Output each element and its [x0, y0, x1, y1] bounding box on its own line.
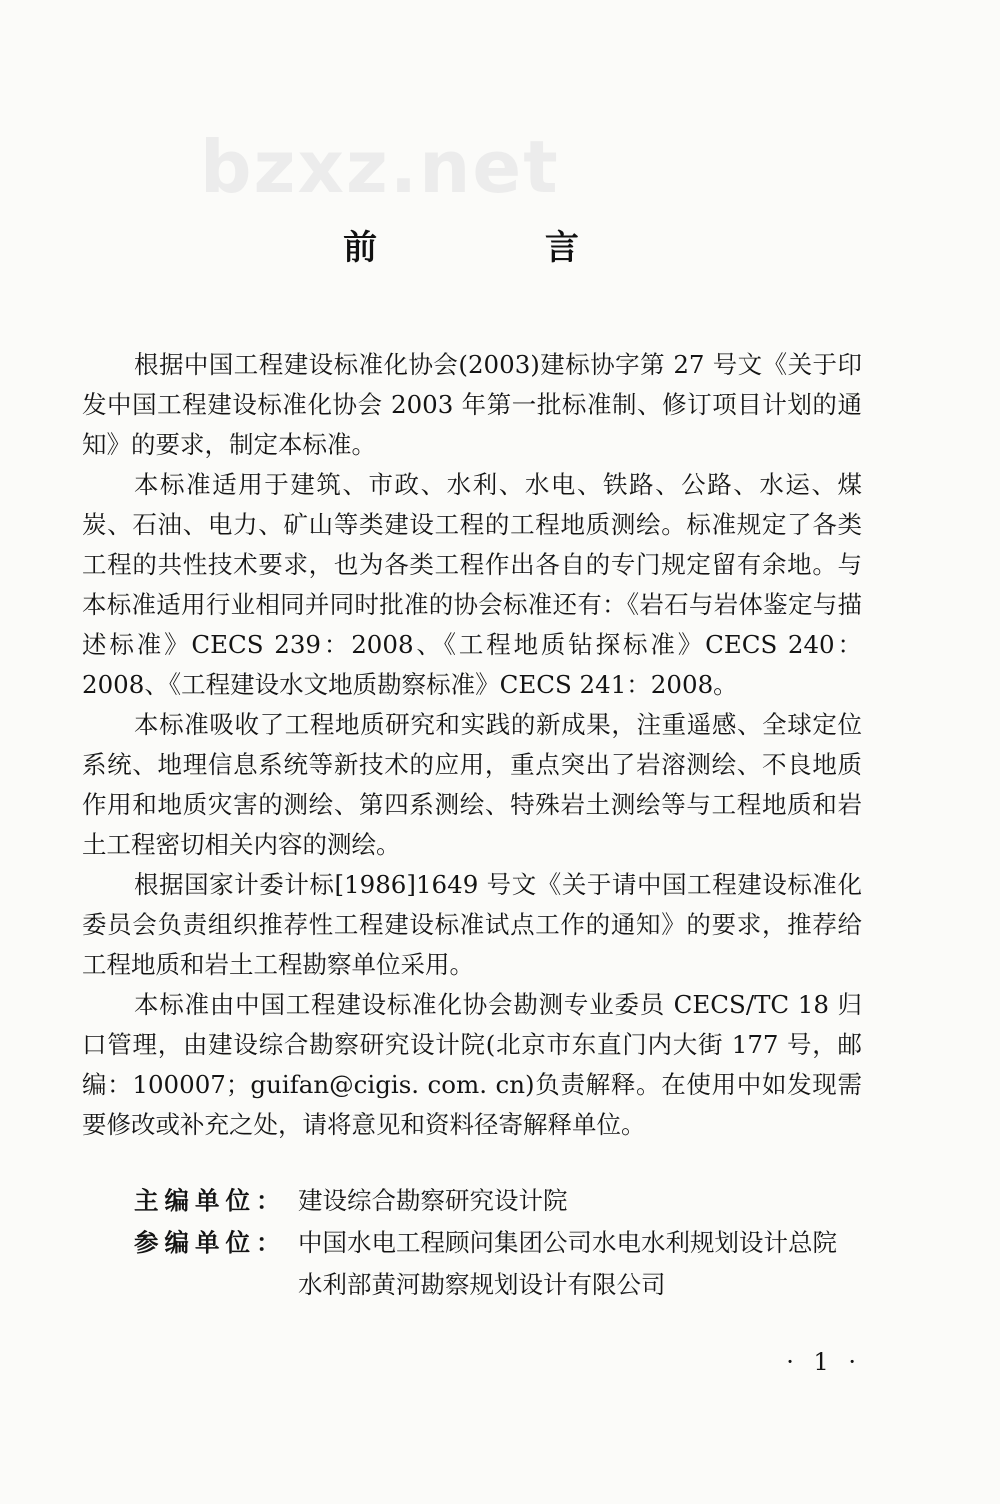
chief-editor-values [298, 1180, 864, 1222]
preface-body [82, 345, 862, 1145]
paragraph-1: 根据中国工程建设标准化协会(2003)建标协字第 27 号文《关于印发中国工程建设标准化协会 2003 年第一批标准制、修订项目计划的通知》的要求，制定本标准。 [82, 350, 862, 459]
participating-unit-1: 中国水电工程顾问集团公司水电水利规划设计总院 [298, 1228, 837, 1257]
watermark-text: bzxz.net [200, 125, 560, 209]
paragraph-5: 本标准由中国工程建设标准化协会勘测专业委员 CECS/TC 18 归口管理，由建设综合勘察研究设计院(北京市东直门内大街 177 号，邮编：100007；guifan@cigis. com. cn)负责解释。在使用中如发现需要修改或补充之处，请将意见和资料径寄解释单位。 [82, 990, 862, 1139]
chief-editor-row [134, 1180, 864, 1222]
paragraph-2: 本标准适用于建筑、市政、水利、水电、铁路、公路、水运、煤炭、石油、电力、矿山等类建设工程的工程地质测绘。标准规定了各类工程的共性技术要求，也为各类工程作出各自的专门规定留有余地。与本标准适用行业相同并同时批准的协会标准还有：《岩石与岩体鉴定与描述标准》CECS 239：2008、《工程地质钻探标准》CECS 240：2008、《工程建设水文地质勘察标准》CECS 241：2008。 [82, 470, 862, 699]
participating-editor-values [298, 1222, 864, 1306]
participating-editor-label: 参编单位： [134, 1228, 287, 1257]
chief-editor-label: 主编单位： [134, 1186, 287, 1215]
chief-editor-unit: 建设综合勘察研究设计院 [298, 1186, 568, 1215]
participating-unit-2: 水利部黄河勘察规划设计有限公司 [298, 1270, 666, 1299]
paragraph-4: 根据国家计委计标[1986]1649 号文《关于请中国工程建设标准化委员会负责组织推荐性工程建设标准试点工作的通知》的要求，推荐给工程地质和岩土工程勘察单位采用。 [82, 870, 862, 979]
editing-units [134, 1180, 864, 1306]
paragraph-3: 本标准吸收了工程地质研究和实践的新成果，注重遥感、全球定位系统、地理信息系统等新技术的应用，重点突出了岩溶测绘、不良地质作用和地质灾害的测绘、第四系测绘、特殊岩土测绘等与工程地质和岩土工程密切相关内容的测绘。 [82, 710, 862, 859]
page-title: 前 言 [343, 228, 657, 268]
page-number: · 1 · [786, 1348, 862, 1376]
participating-editor-row [134, 1222, 864, 1306]
